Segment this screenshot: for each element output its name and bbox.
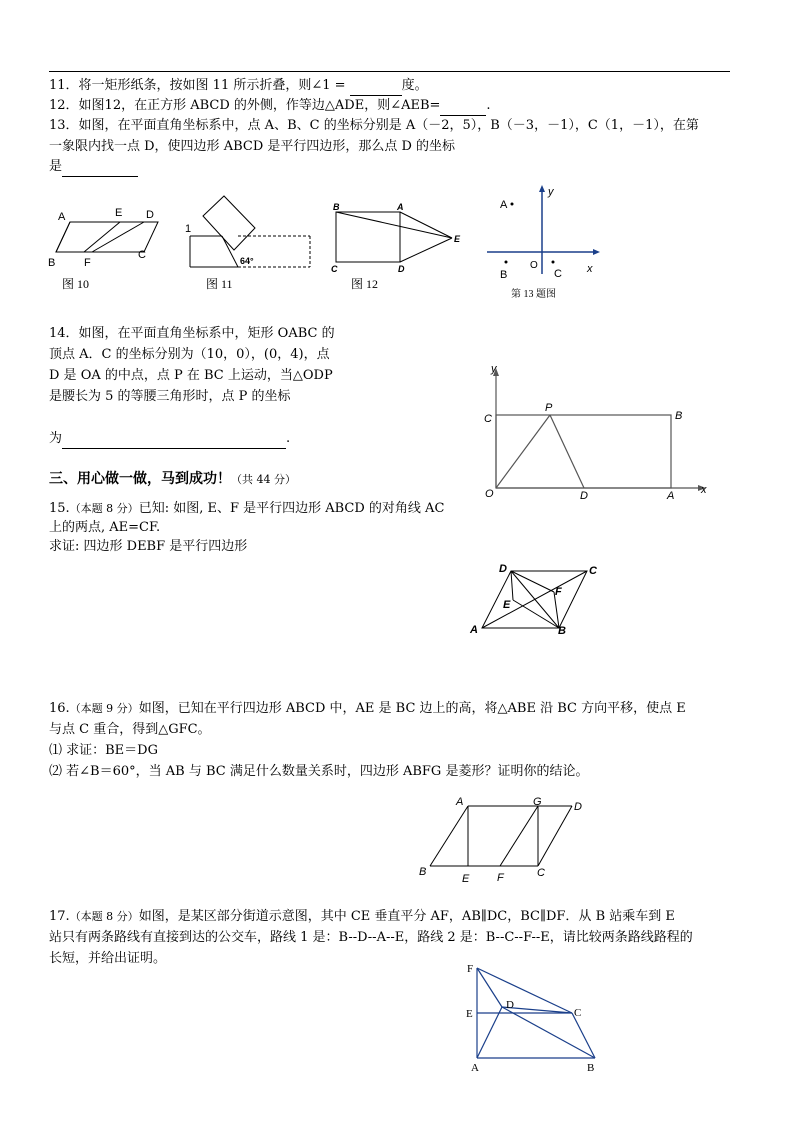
- fig10-label-C: C: [138, 249, 146, 261]
- question-14-line2: 顶点 A．C 的坐标分别为（10，0），(0，4)，点: [49, 347, 330, 362]
- fig12-label-D: D: [398, 264, 405, 274]
- fig16-label-E: E: [462, 873, 470, 885]
- fig13-label-A: A: [500, 199, 508, 211]
- fig14-label-B: B: [675, 410, 683, 422]
- fig14-label-C: C: [484, 413, 492, 425]
- question-17-line1: [49, 908, 675, 926]
- fig15-label-F: F: [555, 586, 562, 598]
- text-q15-score: （本题 8 分）: [69, 502, 139, 515]
- text-q13-line3: 是: [49, 159, 63, 174]
- question-14-line4: 是腰长为 5 的等腰三角形时，点 P 的坐标: [49, 389, 291, 404]
- fig17-label-D: D: [506, 999, 514, 1011]
- text-q14-line5b: .: [286, 431, 291, 446]
- question-17-line2: 站只有两条路线有直接到达的公交车，路线 1 是：B--D--A--E，路线 2 是：B--C--F--E，请比较两条路线路程的: [49, 930, 693, 945]
- text-section3-points: （共 44 分）: [231, 473, 296, 486]
- fig16-label-G: G: [533, 796, 542, 808]
- fig12-label-B: B: [333, 202, 340, 212]
- question-12: [49, 97, 491, 116]
- figure-16: [415, 792, 600, 887]
- question-13-line2: 一象限内找一点 D，使四边形 ABCD 是平行四边形，那么点 D 的坐标: [49, 139, 456, 154]
- fig13-label-O: O: [530, 260, 538, 271]
- fig17-label-B: B: [587, 1062, 595, 1074]
- fig10-label-E: E: [115, 207, 123, 219]
- text-q11-before: 11．将一矩形纸条，按如图 11 所示折叠，则∠1 =: [49, 78, 350, 93]
- answer-blank-14[interactable]: [62, 430, 286, 449]
- question-14-line3: D 是 OA 的中点，点 P 在 BC 上运动，当△ODP: [49, 368, 333, 383]
- question-14-line5: [49, 430, 290, 449]
- question-16-line1: [49, 700, 686, 718]
- fig14-label-D: D: [580, 490, 588, 502]
- section-3-heading: [49, 470, 296, 489]
- fig10-label-B: B: [48, 257, 56, 269]
- fig13-label-x: x: [587, 263, 593, 275]
- fig14-label-P: P: [545, 402, 553, 414]
- fig12-caption: 图 12: [351, 277, 379, 291]
- text-q16-line1: 如图，已知在平行四边形 ABCD 中，AE 是 BC 边上的高，将△ABE 沿 BC 方向平移，使点 E: [138, 701, 686, 716]
- text-q17-line1: 如图，是某区部分街道示意图，其中 CE 垂直平分 AF，AB∥DC，BC∥DF．从 B 站乘车到 E: [138, 909, 675, 924]
- text-q15-num: 15.: [49, 501, 70, 516]
- text-q16-num: 16.: [49, 701, 70, 716]
- fig13-label-B: B: [500, 269, 508, 281]
- fig10-label-F: F: [84, 257, 91, 269]
- fig12-label-A: A: [397, 202, 404, 212]
- answer-blank-12[interactable]: [440, 97, 486, 116]
- fig11-caption: 图 11: [206, 277, 233, 291]
- fig12-label-C: C: [331, 264, 338, 274]
- text-q12-before: 12．如图12，在正方形 ABCD 的外侧，作等边△ADE，则∠AEB=: [49, 98, 441, 113]
- fig15-label-D: D: [499, 563, 507, 575]
- fig13-label-y: y: [548, 186, 554, 198]
- fig16-label-C: C: [537, 867, 545, 879]
- fig17-label-F: F: [467, 963, 474, 975]
- figure-10: [48, 200, 168, 295]
- figure-13: [485, 180, 605, 305]
- fig17-label-E: E: [466, 1008, 473, 1020]
- fig10-caption: 图 10: [62, 277, 90, 291]
- text-q14-line5a: 为: [49, 431, 63, 446]
- question-15-line3: 求证: 四边形 DEBF 是平行四边形: [49, 539, 248, 554]
- fig16-label-A: A: [456, 796, 464, 808]
- fig13-caption: 第 13 题图: [511, 289, 556, 300]
- question-15-line2: 上的两点, AE=CF.: [49, 520, 161, 535]
- fig14-label-O: O: [485, 488, 494, 500]
- header-rule: [49, 71, 730, 72]
- answer-blank-13[interactable]: [62, 158, 138, 177]
- fig11-angle-64: 64°: [240, 256, 254, 266]
- question-13-line1: 13．如图，在平面直角坐标系中，点 A、B、C 的坐标分别是 A（－2，5），B（－3，－1），C（1，－1），在第: [49, 118, 699, 133]
- question-11: [49, 77, 428, 96]
- fig15-label-B: B: [558, 625, 566, 637]
- question-13-line3: [49, 158, 138, 177]
- fig10-label-D: D: [146, 209, 154, 221]
- fig11-angle-1: 1: [185, 223, 192, 235]
- question-16-line3: ⑴ 求证：BE＝DG: [49, 743, 158, 758]
- fig10-label-A: A: [58, 211, 66, 223]
- figure-15: [465, 560, 605, 640]
- fig16-label-B: B: [419, 866, 427, 878]
- fig16-label-D: D: [574, 801, 582, 813]
- text-q17-score: （本题 8 分）: [69, 910, 139, 923]
- fig15-label-A: A: [470, 624, 478, 636]
- fig17-label-C: C: [574, 1007, 582, 1019]
- text-q15-line1: 已知: 如图, E、F 是平行四边形 ABCD 的对角线 AC: [138, 501, 445, 516]
- figure-12: [328, 200, 468, 295]
- answer-blank-11[interactable]: [350, 77, 402, 96]
- question-17-line3: 长短，并给出证明。: [49, 951, 167, 966]
- text-q17-num: 17.: [49, 909, 70, 924]
- question-16-line2: 与点 C 重合，得到△GFC。: [49, 722, 211, 737]
- question-14-line1: 14．如图，在平面直角坐标系中，矩形 OABC 的: [49, 326, 335, 341]
- text-section3-title: 三、用心做一做，马到成功！: [49, 471, 231, 487]
- fig12-label-E: E: [454, 234, 461, 244]
- fig14-label-x: x: [701, 484, 707, 496]
- question-15-line1: [49, 500, 444, 518]
- fig14-label-A: A: [667, 490, 675, 502]
- text-q16-score: （本题 9 分）: [69, 702, 139, 715]
- question-16-line4: ⑵ 若∠B＝60°，当 AB 与 BC 满足什么数量关系时，四边形 ABFG 是菱形？证明你的结论。: [49, 764, 589, 779]
- text-q11-after: 度。: [401, 78, 428, 93]
- figure-17: [460, 958, 610, 1078]
- fig17-label-A: A: [471, 1062, 479, 1074]
- figure-11: [182, 196, 317, 296]
- fig15-label-C: C: [589, 565, 597, 577]
- fig15-label-E: E: [503, 599, 511, 611]
- fig13-label-C: C: [554, 268, 562, 280]
- figure-14: [480, 360, 715, 505]
- text-q12-after: .: [486, 98, 491, 113]
- fig16-label-F: F: [497, 872, 504, 884]
- fig14-label-y: y: [491, 363, 497, 375]
